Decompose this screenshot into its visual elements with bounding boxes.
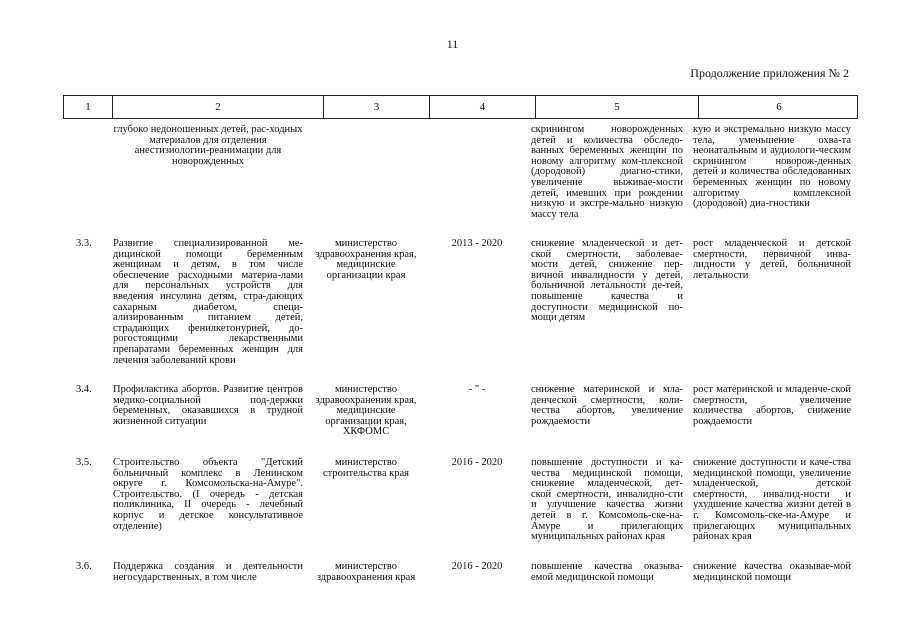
- period-cell: - " -: [468, 384, 486, 395]
- result-cell: повышение качества оказыва-емой медицинской помощи: [531, 561, 683, 583]
- row-number-cell: 3.3.: [76, 238, 92, 249]
- appendix-continuation-note: Продолжение приложения № 2: [690, 66, 849, 80]
- executor-cell: министерство здравоохранения края: [316, 561, 416, 583]
- consequences-cell: рост материнской и младенче-ской смертности, увеличение количества абортов, снижение рождаемости: [693, 384, 851, 427]
- measure-cell: глубоко недоношенных детей, рас-ходных материалов для отделения анестизиологии-реанимации для новорожденных: [113, 124, 303, 167]
- column-number-3: 3: [323, 96, 429, 118]
- table-header-row: [63, 95, 858, 119]
- result-cell: повышение доступности и ка-чества медицинской помощи, снижение младенческой, дет-ской смертности, инвалидно-сти и улучшение качества жизни детей в г. Комсомоль-ске-на-Амуре и прилегающих муниципальных районах края: [531, 457, 683, 543]
- measure-cell: Развитие специализированной ме-дицинской помощи беременным женщинам и детям, в том числе обеспечение расходными материа-лами для персональных устройств для введения инсулина детям, стра-дающих сахарным диабетом, специ-ализированным питанием детей, страдающих фенилкетонурией, до-рогостоящими лекарственными препаратами беременных женщин для лечения заболеваний крови: [113, 238, 303, 366]
- result-cell: скринингом новорожденных детей и количества обследо-ванных беременных женщин по новому алгоритму ком-плексной (дородовой) диагно-стики, увеличение выживае-мости детей, имевших при рождении низкую и экстре-мально низкую массу тела: [531, 124, 683, 220]
- column-number-6: 6: [698, 96, 859, 118]
- measure-cell: Поддержка создания и деятельности негосударственных, в том числе: [113, 561, 303, 583]
- period-cell: 2016 - 2020: [451, 561, 503, 572]
- consequences-cell: снижение доступности и каче-ства медицинской помощи, увеличение младенческой, детской смертности, инвалид-ности и ухудшение качества жизни детей в г. Комсомоль-ске-на-Амуре и прилегающих муниципальных районах края: [693, 457, 851, 543]
- result-cell: снижение младенческой и дет-ской смертности, заболевае-мости детей, снижение пер-вичной инвалидности у детей, больничной летальности де-тей, повышение качества и доступности медицинской по-мощи детям: [531, 238, 683, 324]
- consequences-cell: снижение качества оказывае-мой медицинской помощи: [693, 561, 851, 583]
- page-number: 11: [446, 37, 459, 51]
- consequences-cell: кую и экстремально низкую массу тела, уменьшение охва-та неонатальным и аудиологи-ческим скринингом новорож-денных детей и количества обследованных беременных женщин по новому алгоритму комплексной (дородовой) диа-гностики: [693, 124, 851, 210]
- executor-cell: министерство здравоохранения края, медицинские организации края, ХКФОМС: [315, 384, 417, 438]
- period-cell: 2016 - 2020: [451, 457, 503, 468]
- measure-cell: Строительство объекта "Детский больничный комплекс в Ленинском округе г. Комсомольска-на-Амуре". Строительство. (I очередь - детская поликлиника, II очередь - лечебный корпус и детское консультативное отделение): [113, 457, 303, 532]
- row-number-cell: 3.6.: [76, 561, 92, 572]
- executor-cell: министерство строительства края: [323, 457, 409, 479]
- period-cell: 2013 - 2020: [451, 238, 503, 249]
- column-number-5: 5: [535, 96, 698, 118]
- column-number-1: 1: [85, 101, 91, 113]
- executor-cell: министерство здравоохранения края, медицинские организации края: [315, 238, 417, 281]
- measure-cell: Профилактика абортов. Развитие центров медико-социальной под-держки беременных, оказавшихся в трудной жизненной ситуации: [113, 384, 303, 427]
- column-number-4: 4: [429, 96, 535, 118]
- row-number-cell: 3.5.: [76, 457, 92, 468]
- result-cell: снижение материнской и мла-денческой смертности, коли-чества абортов, увеличение рождаемости: [531, 384, 683, 427]
- consequences-cell: рост младенческой и детской смертности, первичной инва-лидности у детей, больничной летальности: [693, 238, 851, 281]
- column-number-2: 2: [112, 96, 323, 118]
- row-number-cell: 3.4.: [76, 384, 92, 395]
